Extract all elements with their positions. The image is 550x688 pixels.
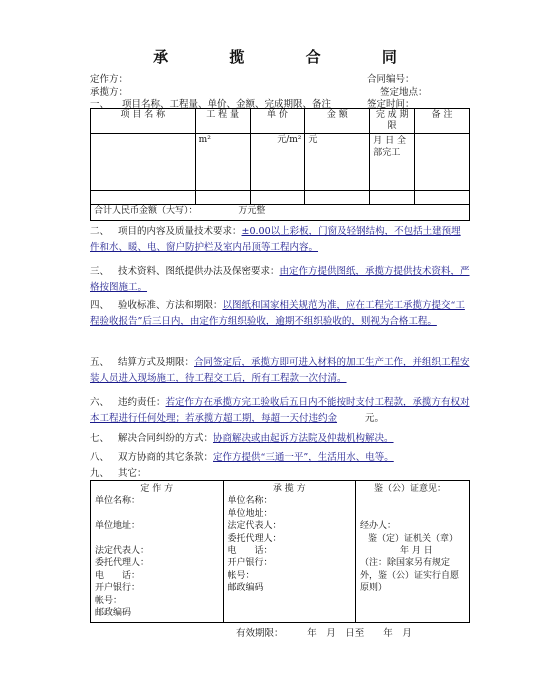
undertaker-postcode: 邮政编码 [227, 583, 264, 594]
contractor-label: 定作方： [90, 74, 129, 85]
items-cell-unit-price: 元/m² [250, 134, 305, 191]
items-cell-amount: 元 [305, 134, 370, 191]
section-6-text-b: 元。 [365, 413, 385, 424]
items-empty-cell [370, 191, 415, 205]
section-9-number: 九、 [90, 468, 110, 479]
undertaker-label: 承揽方： [90, 87, 129, 98]
section-1-text: 项目名称、工程量、单价、金额、完成期限、备注 [122, 99, 332, 110]
items-empty-cell [415, 191, 470, 205]
sign-place-label: 签定地点： [380, 87, 428, 98]
section-1-number: 一、 [90, 99, 110, 110]
items-header-remarks: 备 注 [415, 109, 470, 134]
contractor-agent: 委托代理人： [95, 558, 150, 569]
section-5-text: 合同签定后，承揽方即可进入材料的加工生产工作，并组织工程安装人员进入现场施工，待工程交工后，所有工程款一次付清。 [90, 357, 470, 384]
notary-authority: 鉴（定）证机关（章） [368, 533, 459, 544]
notary-note: （注：除国家另有规定外，鉴（公）证实行自愿原则） [360, 558, 460, 594]
section-4-text: 以图纸和国家相关规范为准，应在工程完工承揽方提交“工程验收报告”后三日内，由定作方组织验收，逾期不组织验收的，则视为合格工程。 [90, 300, 465, 327]
undertaker-address: 单位地址： [227, 508, 273, 519]
notary-handler: 经办人： [360, 521, 397, 532]
section-2-number: 二、 [90, 226, 110, 237]
items-header-deadline: 完 成 期 限 [370, 109, 415, 134]
section-8 [90, 450, 470, 466]
items-cell-quantity: m² [195, 134, 250, 191]
items-empty-cell [305, 191, 370, 205]
items-empty-cell [195, 191, 250, 205]
total-value: 万元整 [238, 206, 266, 216]
contractor-legal-rep: 法定代表人： [95, 546, 150, 557]
section-4-number: 四、 [90, 300, 110, 311]
section-2-label: 项目的内容及质量技术要求： [118, 226, 242, 237]
total-label: 合计人民币金额（大写）： [94, 206, 198, 216]
section-8-number: 八、 [90, 452, 110, 463]
contractor-bank: 开户银行： [95, 583, 141, 594]
undertaker-bank: 开户银行： [227, 558, 273, 569]
contractor-postcode: 邮政编码 [95, 608, 132, 619]
section-7 [90, 431, 470, 447]
section-6 [90, 395, 470, 427]
section-4 [90, 298, 470, 330]
validity-period: 有效期限： 年 月 日至 年 月 [236, 628, 412, 639]
undertaker-phone: 电 话： [227, 546, 273, 557]
items-cell-deadline: 月 日 全部完工 [370, 134, 415, 191]
items-header-unit-price: 单 价 [250, 109, 305, 134]
notary-blank-line [360, 508, 465, 520]
undertaker-legal-rep: 法定代表人： [227, 521, 282, 532]
contractor-blank-line [95, 533, 219, 545]
undertaker-signature-box [223, 481, 356, 623]
undertaker-account: 帐号： [227, 570, 255, 581]
undertaker-unit-name: 单位名称： [227, 496, 273, 507]
items-total-row [91, 205, 470, 221]
page-title: 承 揽 合 同 [153, 48, 425, 66]
undertaker-agent: 委托代理人： [227, 533, 282, 544]
items-empty-cell [91, 191, 196, 205]
contract-no-label: 合同编号： [367, 74, 415, 85]
section-7-label: 解决合同纠纷的方式： [118, 433, 214, 444]
section-5-label: 结算方式及期限： [118, 357, 195, 368]
undertaker-header: 承 揽 方 [272, 484, 306, 494]
section-7-text: 协商解决或由起诉方法院及仲裁机构解决。 [213, 433, 394, 444]
section-6-label: 违约责任： [118, 397, 166, 408]
contractor-blank-line [95, 508, 219, 520]
items-header-quantity: 工 程 量 [195, 109, 250, 134]
contractor-signature-box [91, 481, 224, 623]
section-3 [90, 264, 470, 296]
section-2 [90, 224, 470, 256]
contractor-phone: 电 话： [95, 570, 141, 581]
section-9-label: 其它： [118, 468, 147, 479]
items-empty-cell [250, 191, 305, 205]
section-2-text: ±0.00以上彩板，门窗及轻钢结构，不包括土建预埋件和水、暖、电、窗户防护栏及室内吊顶等工程内容。 [90, 226, 461, 253]
contractor-address: 单位地址： [95, 521, 141, 532]
contractor-account: 帐号： [95, 595, 123, 606]
section-3-number: 三、 [90, 266, 110, 277]
notary-header: 鉴（公）证意见： [374, 484, 447, 494]
items-table [90, 108, 470, 221]
items-cell-remarks [415, 134, 470, 191]
items-header-amount: 金 额 [305, 109, 370, 134]
section-7-number: 七、 [90, 433, 110, 444]
section-6-number: 六、 [90, 397, 110, 408]
contractor-header: 定 作 方 [140, 484, 174, 494]
section-6-text-a: 若定作方在承揽方完工验收后五日内不能按时支付工程款，承揽方有权对本工程进行任何处理；若承揽方超工期，每超一天付违约金 [90, 397, 470, 424]
section-4-label: 验收标准、方法和期限： [118, 300, 223, 311]
notary-date: 年 月 日 [400, 546, 433, 557]
section-8-label: 双方协商的其它条款： [118, 452, 214, 463]
notary-box [356, 481, 470, 623]
sign-time-label: 签定时间： [367, 99, 415, 110]
notary-blank-line [360, 495, 465, 507]
section-3-text: 由定作方提供图纸，承揽方提供技术资料，严格按图施工。 [90, 266, 470, 293]
section-5-number: 五、 [90, 357, 110, 368]
section-5 [90, 355, 470, 387]
items-header-name: 项 目 名 称 [91, 109, 196, 134]
contractor-unit-name: 单位名称： [95, 496, 141, 507]
signature-table [90, 480, 470, 623]
section-3-label: 技术资料、图纸提供办法及保密要求： [118, 266, 280, 277]
items-cell-name [91, 134, 196, 191]
section-8-text: 定作方提供“三通一平”，生活用水、电等。 [213, 452, 394, 463]
